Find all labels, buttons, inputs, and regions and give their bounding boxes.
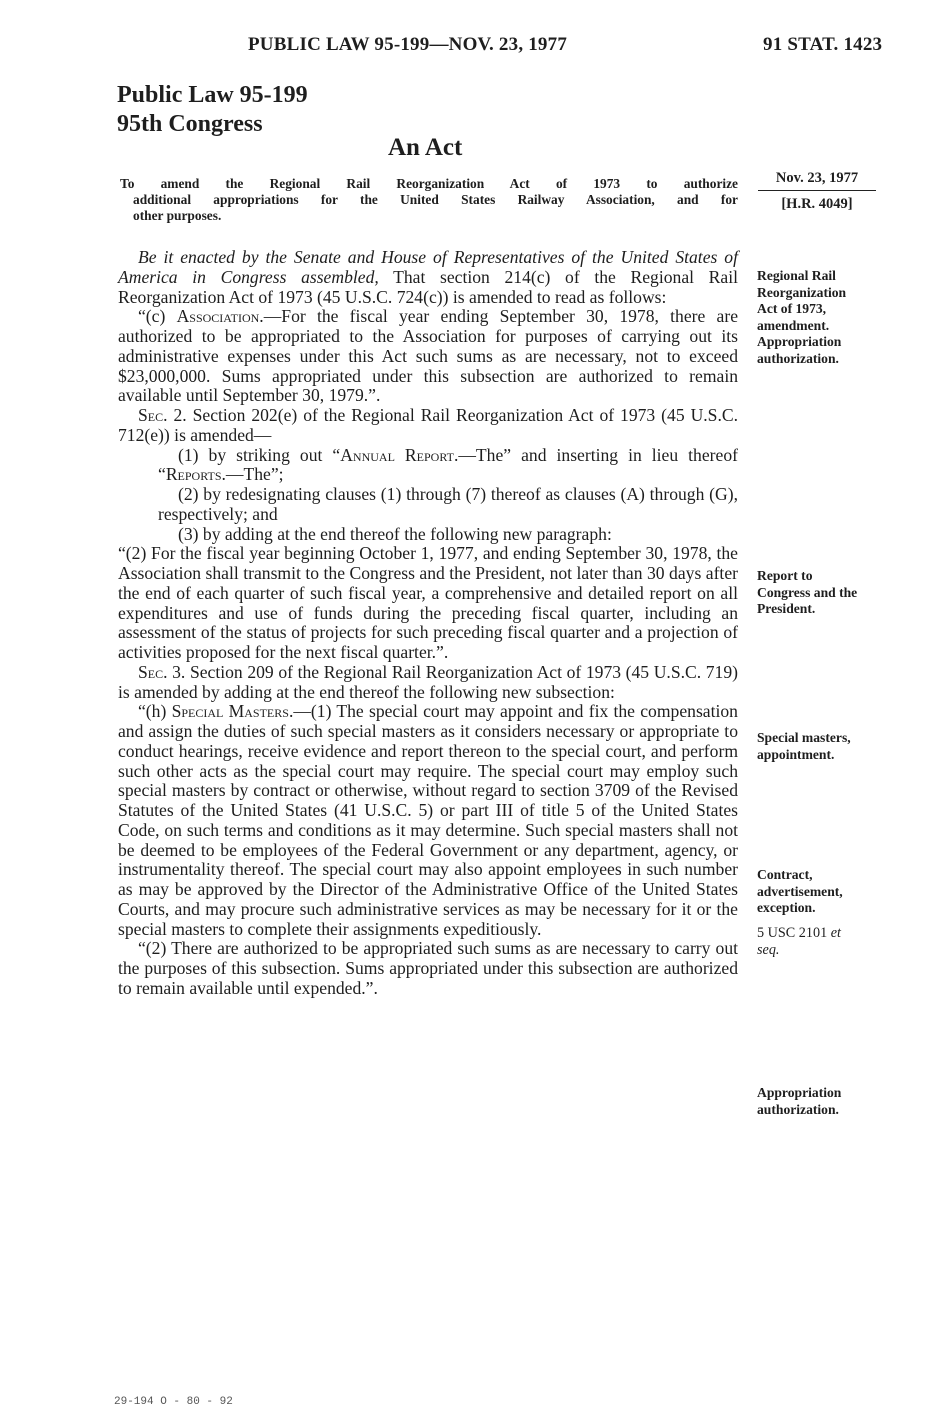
margin-note-line: Reorganization xyxy=(757,284,847,300)
margin-note-line: President. xyxy=(757,601,816,616)
printing-code-footer: 29-194 O - 80 - 92 xyxy=(114,1396,233,1408)
clause-1 xyxy=(118,446,738,486)
margin-note-contract xyxy=(757,867,887,917)
section-2 xyxy=(118,406,738,446)
margin-note-report xyxy=(757,568,887,618)
subsection-c-heading: Association xyxy=(176,306,260,327)
subsection-h-text: .—(1) The special court may appoint and fix the compensation and assign the duties of such special masters as it considers necessary or appropriate to conduct hearings, receive evidence and report thereon to the special court, and perform such other acts as the special court may require. The special court may employ such special masters by contract or otherwise, without regard to section 3709 of the Revised Statutes of the United States (41 U.S.C. 5) or part III of title 5 of the United States Code, on such terms and conditions as it may determine. Such special masters shall not be deemed to be employees of the Federal Government or any department, agency, or instrumentality thereof. The special court may also appoint employees in such number as may be approved by the Director of the Administrative Office of the United States Courts, and may procure such administrative services as may be necessary for it or the special masters to complete their assignments expeditiously. xyxy=(118,701,738,939)
margin-note-usc-citation xyxy=(757,925,887,958)
clause-1-text-b: .—The” and inserting in lieu thereof “ xyxy=(158,444,738,485)
usc-citation-text: 5 USC 2101 xyxy=(757,925,831,941)
subsection-c-label: “(c) xyxy=(138,306,177,327)
margin-note-line: appointment. xyxy=(757,746,835,762)
bill-number: [H.R. 4049] xyxy=(781,196,853,212)
section-1-text: That section 214(c) of the Regional Rail Reorganization Act of 1973 (45 U.S.C. 724(c)) is amended to read as follows: xyxy=(118,266,738,307)
margin-note-appropriation-2 xyxy=(757,1085,887,1118)
margin-note-line: authorization. xyxy=(757,1101,839,1117)
clause-2: (2) by redesignating clauses (1) through (7) thereof as clauses (A) through (G), respectively; and xyxy=(158,484,738,524)
section-3 xyxy=(118,663,738,703)
congress-number: 95th Congress xyxy=(117,111,263,137)
subsection-h-heading: Special Masters xyxy=(171,701,289,722)
margin-note-line: Special masters, xyxy=(757,730,851,745)
clause-1-quoted-b: Reports xyxy=(165,464,222,485)
purpose-line: additional appropriations for the United States Railway Association, and for xyxy=(133,192,738,207)
margin-note-line xyxy=(757,925,887,942)
margin-note-line: Contract, xyxy=(757,867,813,882)
margin-note-line: amendment. xyxy=(757,317,830,333)
clause-1-text-c: .—The”; xyxy=(221,464,284,485)
subsection-c-text: .—For the fiscal year ending September 30, 1978, there are authorized to be appropriated to the Association for purposes of carrying out its administrative expenses under this Act such sums as are necessary, not to exceed $23,000,000. Sums appropriated under this subsection are authorized to remain available until September 30, 1979.”. xyxy=(118,306,739,406)
subsection-h-label: “(h) xyxy=(138,701,172,722)
approval-date: Nov. 23, 1977 xyxy=(758,170,876,191)
usc-citation-seq: seq. xyxy=(757,941,780,958)
purpose-line: other purposes. xyxy=(133,208,222,223)
usc-citation-et: et xyxy=(830,925,841,941)
clause-3: (3) by adding at the end thereof the following new paragraph: xyxy=(178,523,612,544)
clause-1-quoted-a: Annual Report xyxy=(340,444,454,465)
running-header-left: PUBLIC LAW 95-199—NOV. 23, 1977 xyxy=(248,34,568,55)
act-body xyxy=(118,248,738,999)
purpose-clause xyxy=(120,176,738,224)
section-3-text: . 3. Section 209 of the Regional Rail Reorganization Act of 1973 (45 U.S.C. 719) is amended by adding at the end thereof the following new subsection: xyxy=(118,661,738,702)
running-header-right: 91 STAT. 1423 xyxy=(763,34,883,55)
subsection-c xyxy=(118,307,738,406)
section-2-text: . 2. Section 202(e) of the Regional Rail Reorganization Act of 1973 (45 U.S.C. 712(e)) is amended— xyxy=(118,405,738,445)
enacting-clause xyxy=(118,248,738,307)
margin-note-line: authorization. xyxy=(757,350,839,366)
margin-note-line: exception. xyxy=(757,900,816,915)
clause-1-text-a: (1) by striking out “ xyxy=(178,444,341,465)
section-3-label: Sec xyxy=(138,661,164,682)
margin-note-line: Appropriation xyxy=(757,334,842,349)
enacting-formula: Be it enacted by the Senate and House of Representatives of the United States of America in Congress assembled, xyxy=(118,247,738,287)
margin-note-line: Report to xyxy=(757,568,813,583)
section-2-label: Sec xyxy=(138,405,164,425)
margin-note-special-masters xyxy=(757,730,887,763)
purpose-line: To amend the Regional Rail Reorganization Act of 1973 to authorize xyxy=(120,176,738,191)
subsection-h xyxy=(118,702,738,939)
margin-note-line: Congress and the xyxy=(757,584,858,600)
new-paragraph-2: “(2) For the fiscal year beginning October 1, 1977, and ending September 30, 1978, the Association shall transmit to the Congress and the President, not later than 30 days after the end of each quarter of such fiscal year, a comprehensive and detailed report on all expenditures and use of funds during the preceding fiscal quarter, including an assessment of the status of projects for such preceding fiscal quarter and a projection of activities proposed for the next fiscal quarter.”. xyxy=(118,543,738,662)
margin-note-line: Appropriation xyxy=(757,1085,842,1100)
act-heading: An Act xyxy=(388,134,463,161)
margin-note-line: Regional Rail xyxy=(757,268,836,283)
margin-note-appropriation xyxy=(757,268,887,367)
public-law-number: Public Law 95-199 xyxy=(117,82,308,108)
margin-note-line: Act of 1973, xyxy=(757,301,827,316)
subsection-h-paragraph-2: “(2) There are authorized to be appropriated such sums as are necessary to carry out the purposes of this subsection. Sums appropriated under this subsection are authorized to remain available until expended.”. xyxy=(118,938,738,998)
date-bill-box xyxy=(758,170,876,213)
margin-note-line: advertisement, xyxy=(757,883,843,899)
